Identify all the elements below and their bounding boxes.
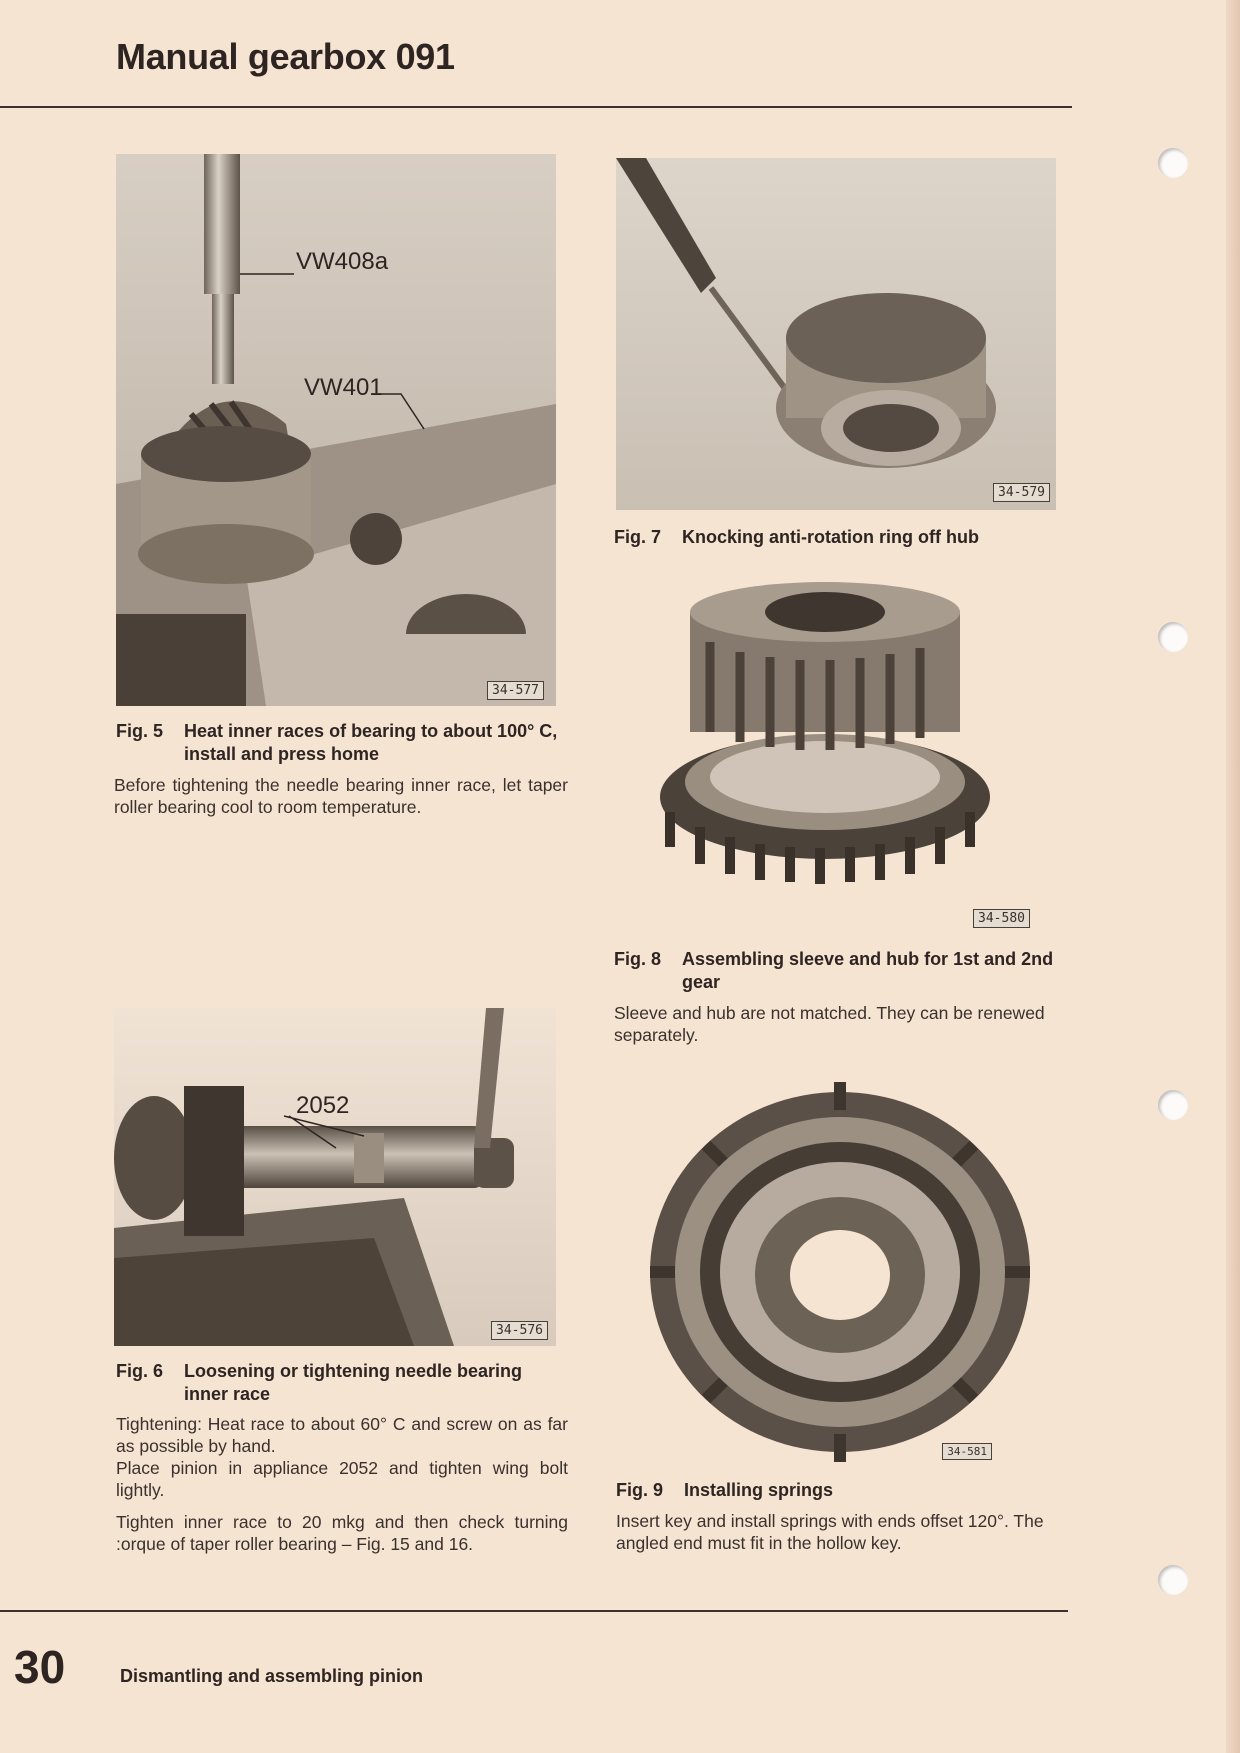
fig6-body-text-3: Tighten inner race to 20 mkg and then check turning :orque of taper roller bearing – Fig. 15 and 16. <box>116 1512 568 1554</box>
fig6-caption <box>116 1360 568 1406</box>
fig9-caption-number: Fig. 9 <box>616 1480 664 1500</box>
fig8-caption-number: Fig. 8 <box>614 949 662 969</box>
fig8-caption-text: Assembling sleeve and hub for 1st and 2nd gear <box>682 949 1054 992</box>
section-title: Dismantling and assembling pinion <box>120 1666 424 1686</box>
fig6-caption-text: Loosening or tightening needle bearing inner race <box>184 1361 523 1404</box>
binder-hole <box>1158 1565 1188 1595</box>
header-rule <box>0 106 1072 108</box>
fig9-photo <box>640 1080 1040 1464</box>
fig5-caption-text: Heat inner races of bearing to about 100° C, install and press home <box>184 721 558 764</box>
fig9-caption-text: Installing springs <box>684 1480 834 1500</box>
fig7-caption <box>614 526 1074 549</box>
fig6-photo <box>114 1008 556 1346</box>
fig5-photo <box>116 154 556 706</box>
fig7-id-label: 34-579 <box>993 483 1050 502</box>
fig5-caption <box>116 720 568 766</box>
callout-vw401: VW401 <box>304 374 383 401</box>
fig6-body-text-2: Place pinion in appliance 2052 and tighten wing bolt lightly. <box>116 1458 568 1500</box>
footer-rule <box>0 1610 1068 1612</box>
page-edge <box>1226 0 1240 1753</box>
page-title: Manual gearbox 091 <box>116 36 455 77</box>
callout-2052: 2052 <box>296 1092 350 1119</box>
fig5-id-label: 34-577 <box>487 681 544 700</box>
page-number: 30 <box>14 1641 66 1693</box>
binder-hole <box>1158 148 1188 178</box>
fig6-caption-number: Fig. 6 <box>116 1361 164 1381</box>
fig8-photo <box>630 582 1030 932</box>
fig8-body-text: Sleeve and hub are not matched. They can be renewed separately. <box>614 1003 1045 1045</box>
fig7-caption-text: Knocking anti-rotation ring off hub <box>682 527 979 547</box>
fig7-caption-number: Fig. 7 <box>614 527 662 547</box>
fig6-id-label: 34-576 <box>491 1321 548 1340</box>
fig9-caption <box>616 1479 1076 1502</box>
fig8-id-label: 34-580 <box>973 909 1030 928</box>
fig9-body-text: Insert key and install springs with ends offset 120°. The angled end must fit in the hollow key. <box>616 1511 1044 1553</box>
fig6-body-text-1: Tightening: Heat race to about 60° C and screw on as far as possible by hand. <box>116 1414 568 1456</box>
callout-vw408a: VW408a <box>296 248 389 275</box>
binder-hole <box>1158 1090 1188 1120</box>
fig5-caption-number: Fig. 5 <box>116 721 164 741</box>
fig9-id-label: 34-581 <box>942 1443 992 1460</box>
fig7-photo <box>616 158 1056 510</box>
fig8-caption <box>614 948 1074 994</box>
binder-hole <box>1158 622 1188 652</box>
fig5-body-text: Before tightening the needle bearing inner race, let taper roller bearing cool to room temperature. <box>114 775 568 817</box>
